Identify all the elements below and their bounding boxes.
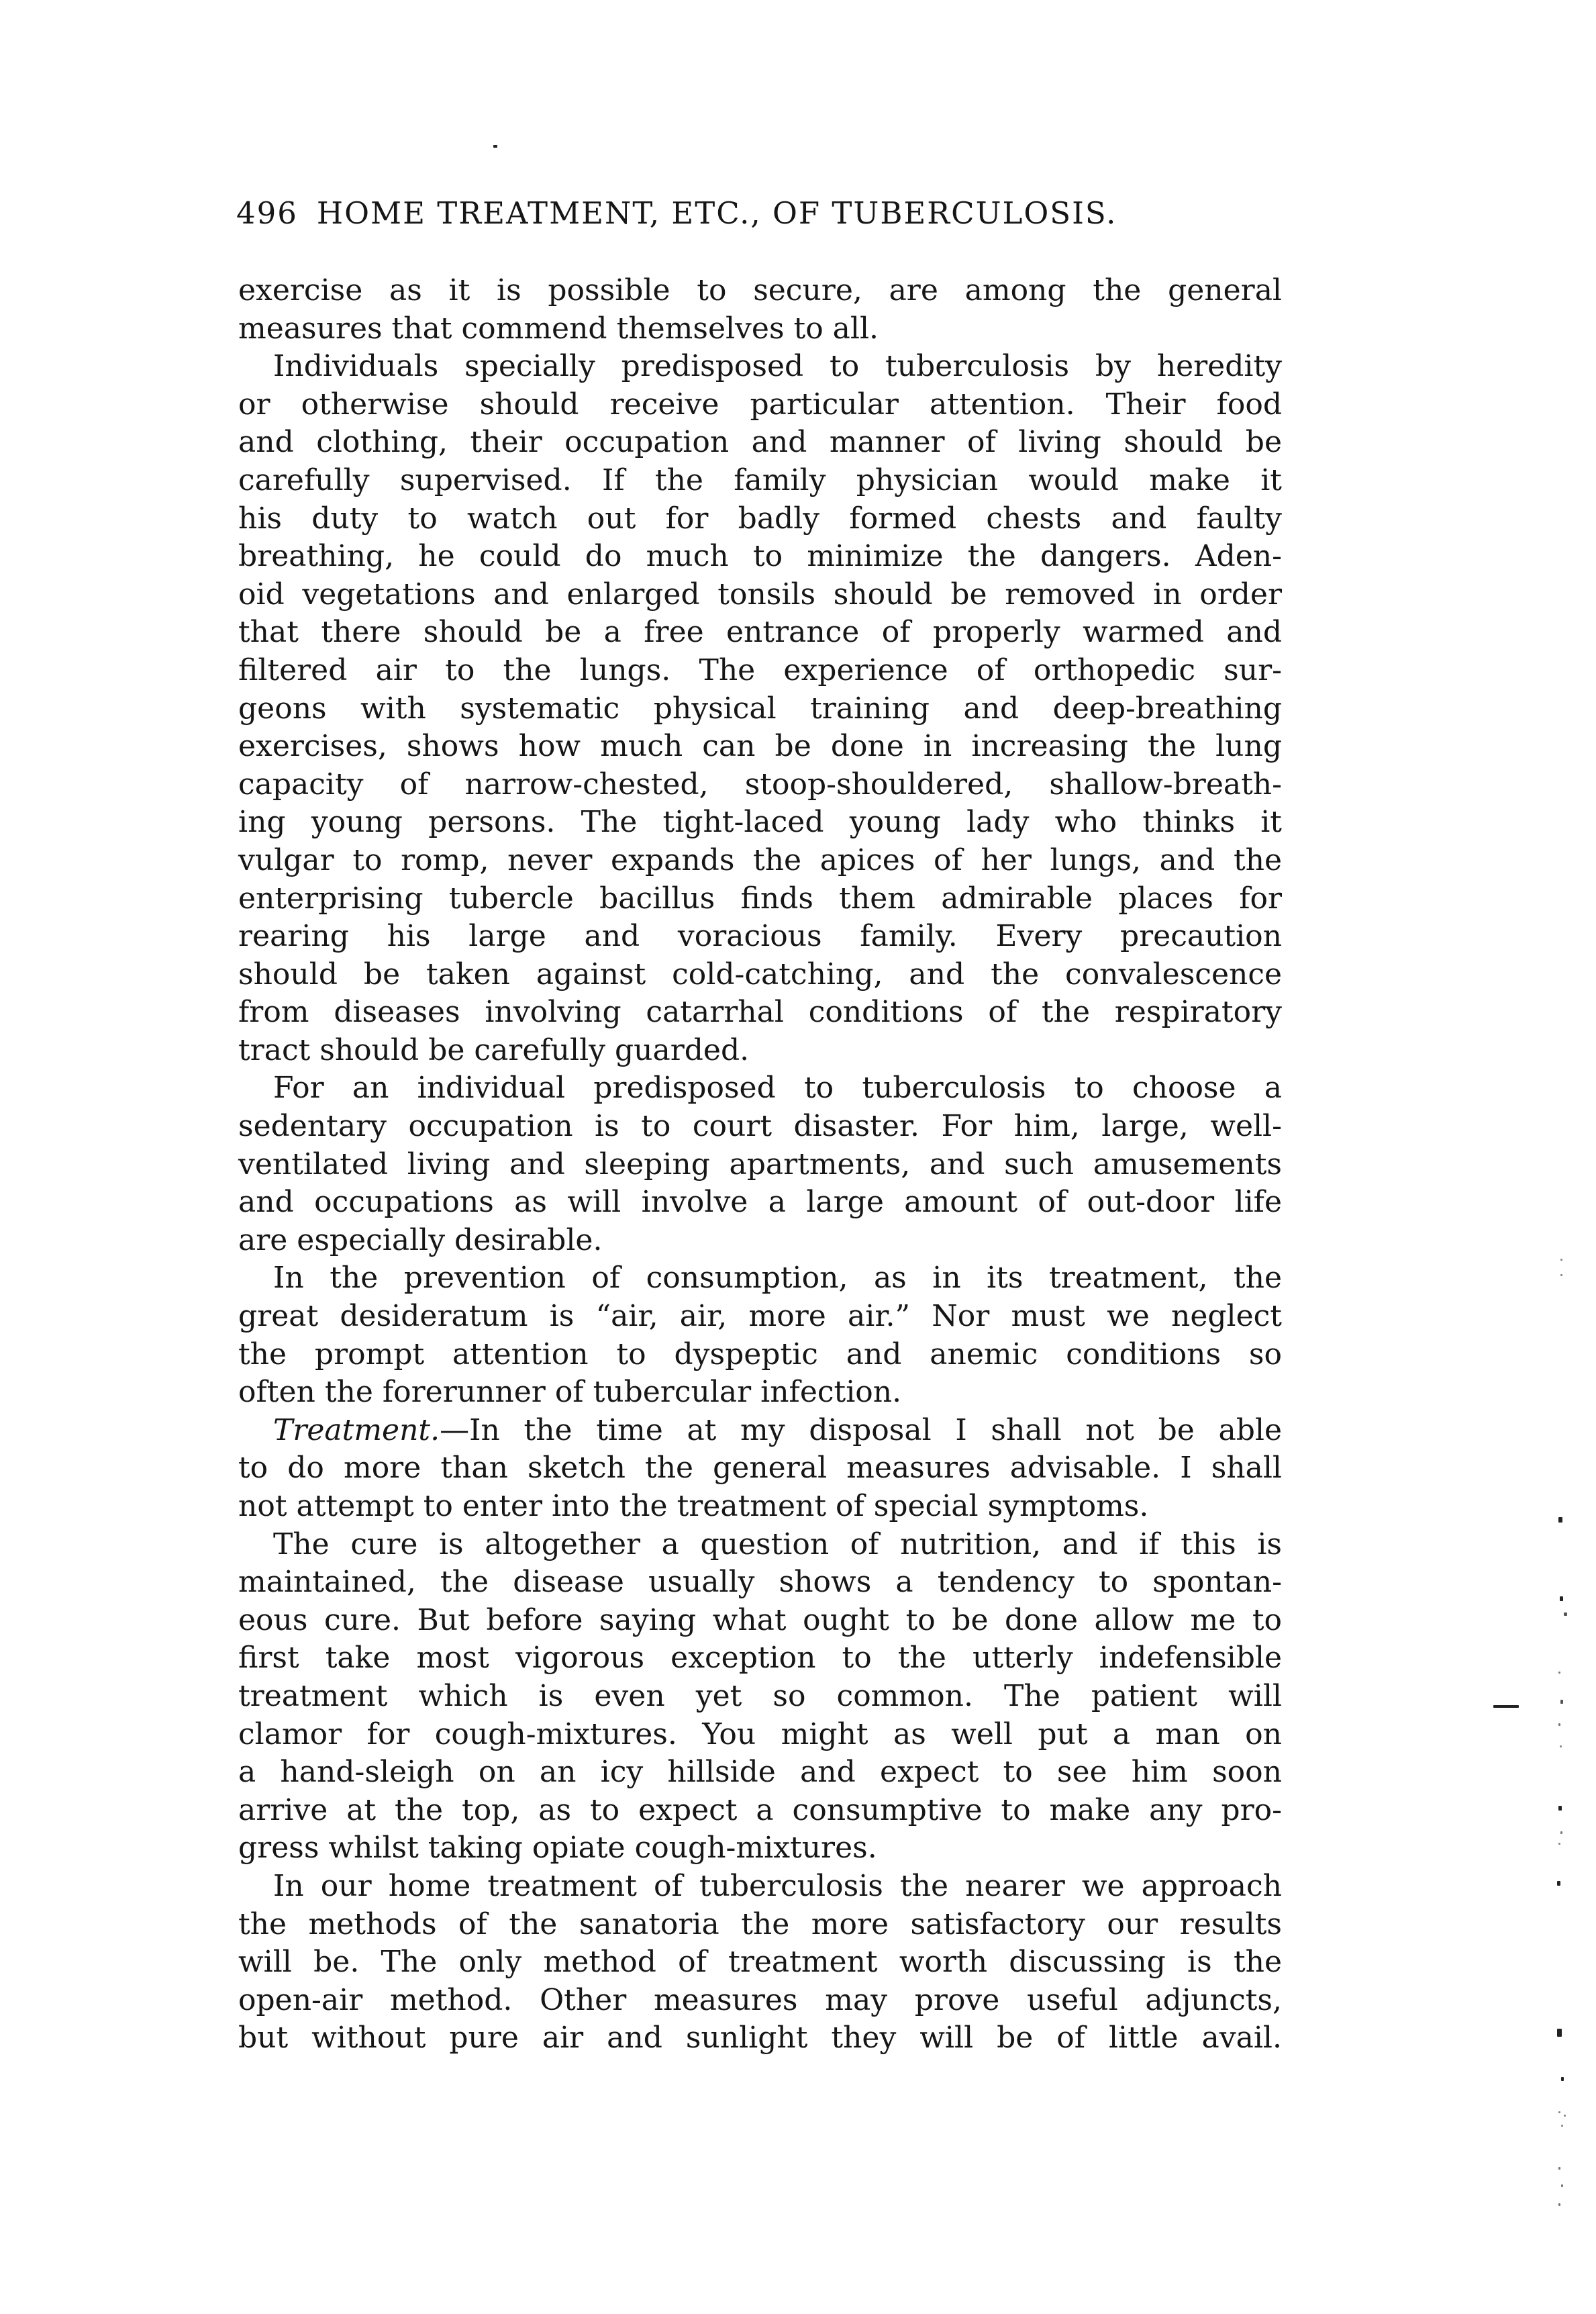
- print-speck: [1557, 1881, 1560, 1886]
- paragraph-first-line: [238, 1412, 1282, 1450]
- print-speck: [1561, 2077, 1564, 2081]
- running-title: HOME TREATMENT, ETC., OF TUBERCULOSIS.: [316, 195, 1117, 231]
- text-line: tract should be carefully guarded.: [238, 1032, 750, 1067]
- paragraph-first-line: For an individual predisposed to tuberculosis to choose a: [273, 1071, 1282, 1106]
- paragraph-first-line: In our home treatment of tuberculosis the nearer we approach: [273, 1868, 1282, 1903]
- text-line: filtered air to the lungs. The experience of orthopedic sur-: [238, 653, 1282, 687]
- text-line: first take most vigorous exception to the utterly indefensible: [238, 1641, 1282, 1676]
- print-speck: [1558, 1843, 1560, 1845]
- text-line: enterprising tubercle bacillus finds them admirable places for: [238, 881, 1282, 916]
- text-line: measures that commend themselves to all.: [238, 311, 879, 346]
- text-line: will be. The only method of treatment worth discussing is the: [238, 1945, 1282, 1980]
- print-speck: [1560, 1596, 1563, 1601]
- print-speck: [1561, 2184, 1563, 2187]
- text-line: treatment which is even yet so common. The patient will: [238, 1678, 1282, 1713]
- print-speck: [1560, 1745, 1562, 1747]
- text-line: capacity of narrow-chested, stoop-shouldered, shallow-breath-: [238, 767, 1282, 802]
- text-line: should be taken against cold-catching, and the convalescence: [238, 957, 1282, 992]
- text-line: ventilated living and sleeping apartments, and such amusements: [238, 1147, 1282, 1182]
- paragraph-first-line: In the prevention of consumption, as in its treatment, the: [273, 1261, 1282, 1296]
- text-line: exercises, shows how much can be done in increasing the lung: [238, 729, 1282, 764]
- text-line: or otherwise should receive particular attention. Their food: [238, 387, 1282, 422]
- text-line: oid vegetations and enlarged tonsils should be removed in order: [238, 577, 1282, 612]
- text-line: rearing his large and voracious family. Every precaution: [238, 919, 1282, 954]
- page-number: 496: [236, 195, 298, 231]
- text-line: a hand-sleigh on an icy hillside and expect to see him soon: [238, 1755, 1282, 1790]
- text-line: but without pure air and sunlight they will be of little avail.: [238, 2021, 1282, 2056]
- text-line: great desideratum is “air, air, more air.” Nor must we neglect: [238, 1299, 1282, 1334]
- print-speck: [1558, 1806, 1562, 1811]
- print-speck: [1560, 1274, 1562, 1276]
- text-line: vulgar to romp, never expands the apices of her lungs, and the: [238, 842, 1282, 877]
- running-header: [236, 195, 1283, 242]
- print-speck: [1558, 1672, 1560, 1674]
- print-speck: [1493, 1705, 1519, 1708]
- print-speck: [1560, 1259, 1562, 1261]
- text-line: the prompt attention to dyspeptic and anemic conditions so: [238, 1337, 1282, 1371]
- text-line: gress whilst taking opiate cough-mixtures.: [238, 1831, 877, 1866]
- text-run: —In the time at my disposal I shall not be able: [440, 1412, 1282, 1447]
- section-heading-treatment: Treatment.: [273, 1412, 440, 1447]
- text-line: geons with systematic physical training and deep-breathing: [238, 691, 1282, 726]
- text-line: are especially desirable.: [238, 1222, 603, 1257]
- text-line: carefully supervised. If the family physician would make it: [238, 463, 1282, 497]
- body-text: [238, 272, 1282, 2058]
- print-speck: [1564, 1612, 1567, 1616]
- text-line: and clothing, their occupation and manner of living should be: [238, 425, 1282, 460]
- print-speck: [1558, 1723, 1560, 1726]
- print-speck: [1558, 2111, 1560, 2113]
- text-line: maintained, the disease usually shows a tendency to spontan-: [238, 1565, 1282, 1600]
- text-line: the methods of the sanatoria the more satisfactory our results: [238, 1907, 1282, 1941]
- text-line: eous cure. But before saying what ought to be done allow me to: [238, 1602, 1282, 1637]
- text-line: breathing, he could do much to minimize the dangers. Aden-: [238, 539, 1282, 574]
- text-line: sedentary occupation is to court disaster. For him, large, well-: [238, 1109, 1282, 1144]
- text-line: that there should be a free entrance of properly warmed and: [238, 615, 1282, 650]
- text-line: from diseases involving catarrhal conditions of the respiratory: [238, 995, 1282, 1030]
- print-speck: [1560, 1700, 1563, 1704]
- print-speck: [1561, 2125, 1563, 2127]
- text-line: often the forerunner of tubercular infection.: [238, 1375, 902, 1410]
- text-line: clamor for cough-mixtures. You might as well put a man on: [238, 1717, 1282, 1751]
- print-speck: [1558, 2203, 1560, 2206]
- print-speck: [1558, 1517, 1562, 1523]
- print-speck: [1560, 1831, 1562, 1834]
- text-line: and occupations as will involve a large amount of out-door life: [238, 1185, 1282, 1220]
- text-line: open-air method. Other measures may prove useful adjuncts,: [238, 1982, 1282, 2017]
- text-line: arrive at the top, as to expect a consumptive to make any pro-: [238, 1792, 1282, 1827]
- text-line: ing young persons. The tight-laced young lady who thinks it: [238, 805, 1282, 840]
- print-speck: [1558, 2167, 1560, 2170]
- print-speck: [1557, 2029, 1562, 2037]
- print-speck: [1564, 2115, 1566, 2117]
- print-speck: [493, 145, 497, 148]
- text-line: exercise as it is possible to secure, are among the general: [238, 273, 1282, 307]
- text-line: to do more than sketch the general measures advisable. I shall: [238, 1451, 1282, 1486]
- text-line: his duty to watch out for badly formed chests and faulty: [238, 501, 1282, 536]
- paragraph-first-line: Individuals specially predisposed to tuberculosis by heredity: [273, 349, 1282, 384]
- text-line: not attempt to enter into the treatment of special symptoms.: [238, 1489, 1149, 1523]
- paragraph-first-line: The cure is altogether a question of nutrition, and if this is: [273, 1527, 1282, 1561]
